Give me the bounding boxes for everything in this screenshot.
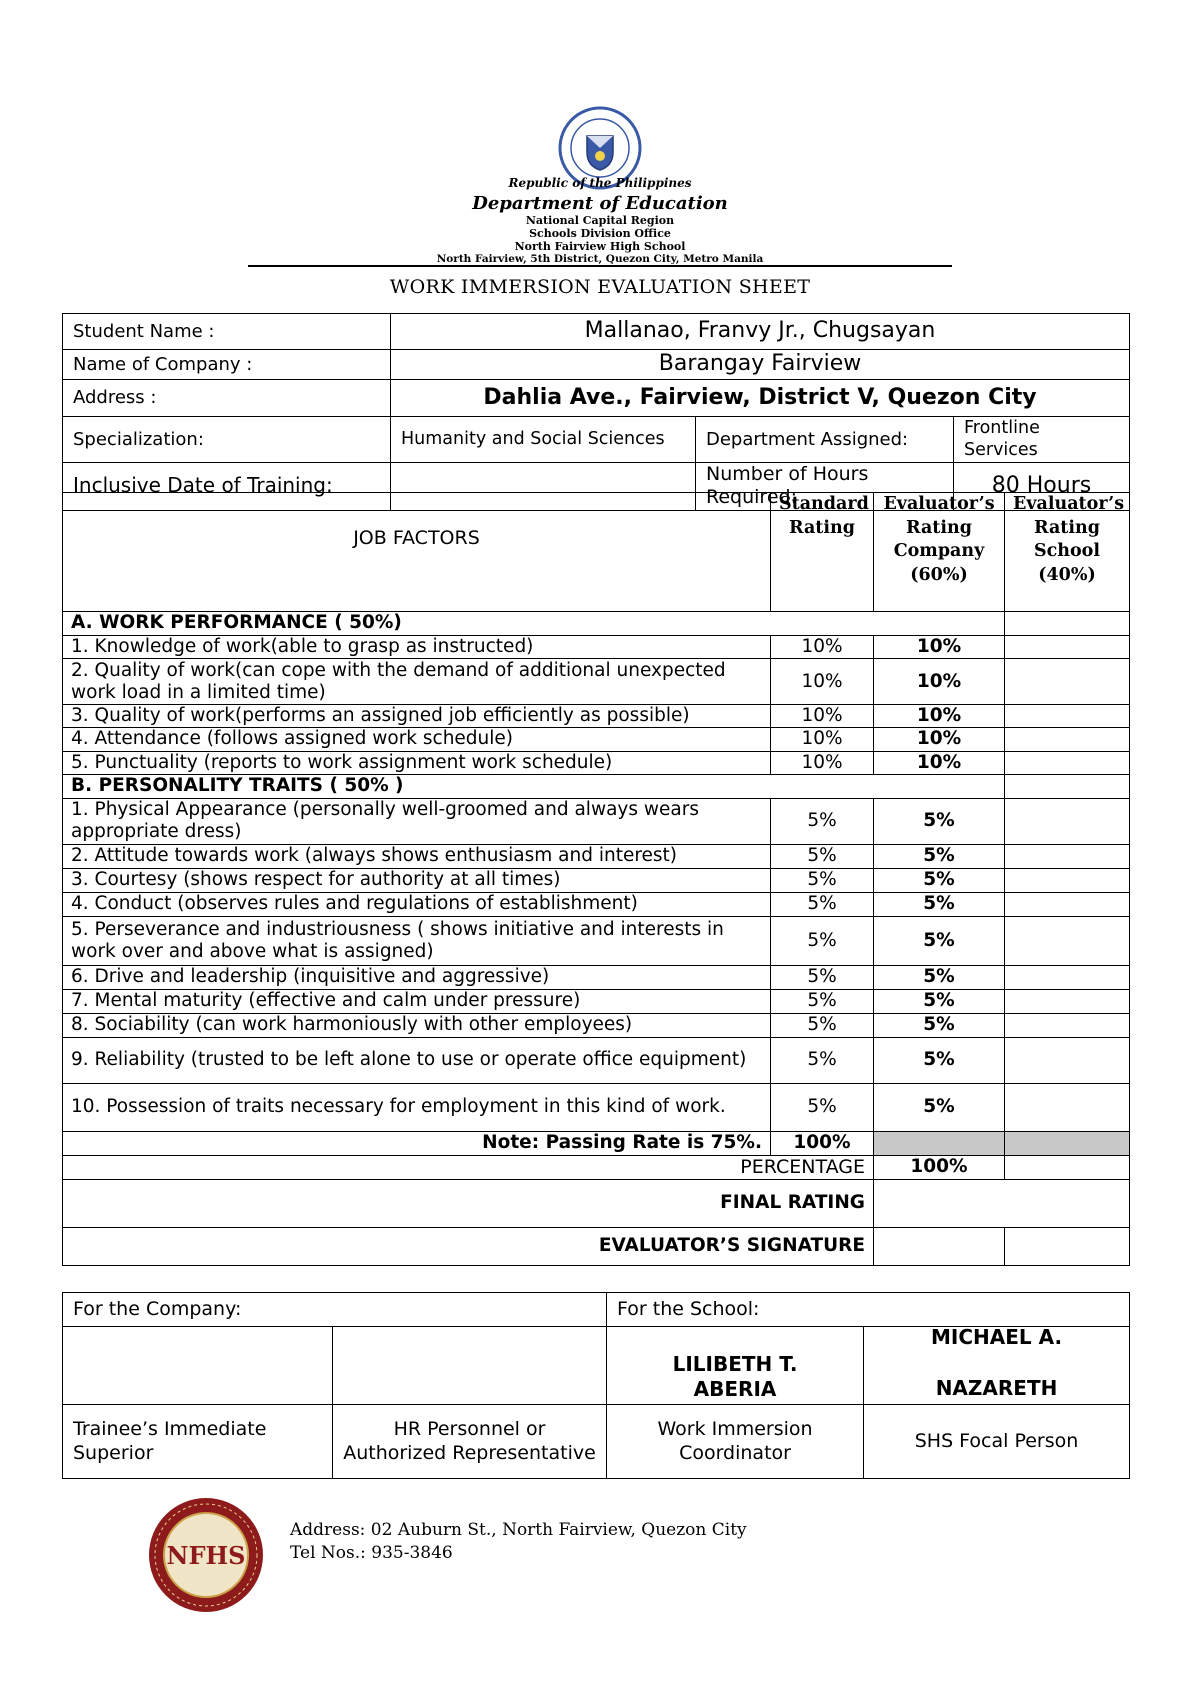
school-rating	[1005, 916, 1130, 965]
student-info-table	[62, 313, 1130, 511]
standard-rating: 5%	[771, 844, 874, 868]
hr-signature-space	[333, 1327, 607, 1405]
school-rating	[1005, 1083, 1130, 1131]
role-focal-person: SHS Focal Person	[864, 1405, 1130, 1479]
company-rating: 5%	[874, 1037, 1005, 1083]
school-rating	[1005, 705, 1130, 728]
company-rating: 5%	[874, 1013, 1005, 1037]
superior-signature-space	[63, 1327, 333, 1405]
school-rating	[1005, 636, 1130, 659]
table-row	[63, 965, 1130, 989]
table-row	[63, 751, 1130, 774]
table-row	[63, 989, 1130, 1013]
table-row	[63, 705, 1130, 728]
company-label: Name of Company :	[63, 350, 391, 380]
table-row	[63, 844, 1130, 868]
factor-label: 8. Sociability (can work harmoniously with other employees)	[63, 1013, 771, 1037]
company-rating: 5%	[874, 989, 1005, 1013]
table-row	[63, 1083, 1130, 1131]
factor-label: 5. Punctuality (reports to work assignment work schedule)	[63, 751, 771, 774]
hours-label: Number of Hours Required:	[696, 462, 954, 510]
letterhead-region: National Capital Region	[525, 214, 675, 227]
school-seal-icon	[147, 1496, 265, 1614]
standard-rating: 5%	[771, 965, 874, 989]
school-rating	[1005, 868, 1130, 892]
standard-rating: 5%	[771, 916, 874, 965]
standard-rating: 5%	[771, 1083, 874, 1131]
factor-label: 2. Quality of work(can cope with the demand of additional unexpected work load in a limited time)	[63, 659, 771, 705]
coordinator-name: LILIBETH T. ABERIA	[607, 1327, 864, 1405]
standard-rating-header: Standard Rating	[771, 493, 874, 612]
factor-label: 3. Courtesy (shows respect for authority at all times)	[63, 868, 771, 892]
standard-rating: 5%	[771, 868, 874, 892]
standard-rating: 10%	[771, 705, 874, 728]
company-rating: 5%	[874, 844, 1005, 868]
letterhead-division: Schools Division Office	[529, 227, 671, 240]
focal-person-name-line2: NAZARETH	[935, 1375, 1058, 1400]
company-rating: 5%	[874, 1083, 1005, 1131]
final-rating-value	[874, 1179, 1130, 1227]
company-rating: 5%	[874, 965, 1005, 989]
school-rating-header: Evaluator’s Rating School (40%)	[1005, 493, 1130, 612]
company-rating-header: Evaluator’s Rating Company (60%)	[874, 493, 1005, 612]
factor-label: 10. Possession of traits necessary for employment in this kind of work.	[63, 1083, 771, 1131]
specialization-value: Humanity and Social Sciences	[391, 417, 696, 463]
company-rating: 10%	[874, 705, 1005, 728]
standard-rating: 10%	[771, 751, 874, 774]
for-school-label: For the School:	[607, 1293, 1130, 1327]
factor-label: 1. Knowledge of work(able to grasp as instructed)	[63, 636, 771, 659]
table-row	[63, 892, 1130, 916]
work-performance-rows	[63, 636, 1130, 775]
company-rating: 10%	[874, 751, 1005, 774]
training-date-label: Inclusive Date of Training:	[63, 462, 391, 510]
school-rating	[1005, 844, 1130, 868]
factor-label: 2. Attitude towards work (always shows enthusiasm and interest)	[63, 844, 771, 868]
job-factors-table	[62, 492, 1130, 1266]
personality-trait-rows	[63, 798, 1130, 1131]
standard-rating: 5%	[771, 1013, 874, 1037]
standard-rating: 10%	[771, 728, 874, 751]
table-row	[63, 798, 1130, 844]
factor-label: 7. Mental maturity (effective and calm under pressure)	[63, 989, 771, 1013]
company-rating: 10%	[874, 636, 1005, 659]
table-row	[63, 659, 1130, 705]
factor-label: 9. Reliability (trusted to be left alone to use or operate office equipment)	[63, 1037, 771, 1083]
company-value: Barangay Fairview	[391, 350, 1130, 380]
standard-rating: 5%	[771, 1037, 874, 1083]
final-rating-label: FINAL RATING	[63, 1179, 874, 1227]
school-signature-cell	[1005, 1227, 1130, 1265]
address-value: Dahlia Ave., Fairview, District V, Quezon City	[391, 380, 1130, 417]
school-rating	[1005, 728, 1130, 751]
company-rating: 10%	[874, 728, 1005, 751]
letterhead-divider	[248, 265, 952, 267]
factor-label: 6. Drive and leadership (inquisitive and aggressive)	[63, 965, 771, 989]
company-signature-cell	[874, 1227, 1005, 1265]
footer-address: Address: 02 Auburn St., North Fairview, Quezon City	[290, 1520, 747, 1540]
evaluator-signature-label: EVALUATOR’S SIGNATURE	[63, 1227, 874, 1265]
address-label: Address :	[63, 380, 391, 417]
letterhead-department: Department of Education	[472, 193, 728, 214]
standard-rating: 10%	[771, 636, 874, 659]
table-row	[63, 916, 1130, 965]
department-label: Department Assigned:	[696, 417, 954, 463]
standard-total: 100%	[771, 1131, 874, 1155]
school-rating	[1005, 892, 1130, 916]
letterhead-school: North Fairview High School	[514, 240, 686, 253]
table-row	[63, 636, 1130, 659]
school-rating	[1005, 965, 1130, 989]
school-rating	[1005, 659, 1130, 705]
section-work-performance: A. WORK PERFORMANCE ( 50%)	[63, 612, 1005, 636]
school-rating	[1005, 798, 1130, 844]
table-row	[63, 1013, 1130, 1037]
focal-person-name	[864, 1324, 1130, 1405]
for-company-label: For the Company:	[63, 1293, 607, 1327]
standard-rating: 5%	[771, 989, 874, 1013]
company-rating: 5%	[874, 868, 1005, 892]
percentage-label: PERCENTAGE	[63, 1155, 874, 1179]
footer-telephone: Tel Nos.: 935-3846	[290, 1543, 453, 1563]
school-rating	[1005, 751, 1130, 774]
standard-rating: 10%	[771, 659, 874, 705]
table-row	[63, 1037, 1130, 1083]
company-rating: 10%	[874, 659, 1005, 705]
role-superior: Trainee’s Immediate Superior	[63, 1405, 333, 1479]
specialization-label: Specialization:	[63, 417, 391, 463]
letterhead-address: North Fairview, 5th District, Quezon City, Metro Manila	[436, 253, 764, 265]
company-rating: 5%	[874, 892, 1005, 916]
section-personality-traits: B. PERSONALITY TRAITS ( 50% )	[63, 774, 1005, 798]
standard-rating: 5%	[771, 798, 874, 844]
role-hr: HR Personnel or Authorized Representative	[333, 1405, 607, 1479]
role-coordinator: Work Immersion Coordinator	[607, 1405, 864, 1479]
department-value: Frontline Services	[954, 417, 1130, 463]
table-row	[63, 728, 1130, 751]
school-rating	[1005, 1037, 1130, 1083]
factor-label: 4. Conduct (observes rules and regulations of establishment)	[63, 892, 771, 916]
job-factors-header: JOB FACTORS	[63, 493, 771, 612]
letterhead-republic: Republic of the Philippines	[508, 176, 692, 190]
focal-person-name-line1: MICHAEL A.	[930, 1324, 1063, 1349]
factor-label: 1. Physical Appearance (personally well-groomed and always wears appropriate dress)	[63, 798, 771, 844]
school-rating	[1005, 1013, 1130, 1037]
table-row	[63, 868, 1130, 892]
passing-rate-note: Note: Passing Rate is 75%.	[63, 1131, 771, 1155]
percentage-value: 100%	[874, 1155, 1005, 1179]
school-rating	[1005, 989, 1130, 1013]
standard-rating: 5%	[771, 892, 874, 916]
factor-label: 4. Attendance (follows assigned work schedule)	[63, 728, 771, 751]
company-rating: 5%	[874, 916, 1005, 965]
document-title: WORK IMMERSION EVALUATION SHEET	[389, 276, 811, 298]
school-seal-letters: NFHS	[166, 1541, 246, 1570]
student-name-label: Student Name :	[63, 314, 391, 350]
company-rating: 5%	[874, 798, 1005, 844]
signature-table	[62, 1292, 1130, 1479]
factor-label: 3. Quality of work(performs an assigned job efficiently as possible)	[63, 705, 771, 728]
student-name-value: Mallanao, Franvy Jr., Chugsayan	[391, 314, 1130, 350]
hours-value: 80 Hours	[954, 462, 1130, 510]
factor-label: 5. Perseverance and industriousness ( shows initiative and interests in work over and above what is assigned)	[63, 916, 771, 965]
